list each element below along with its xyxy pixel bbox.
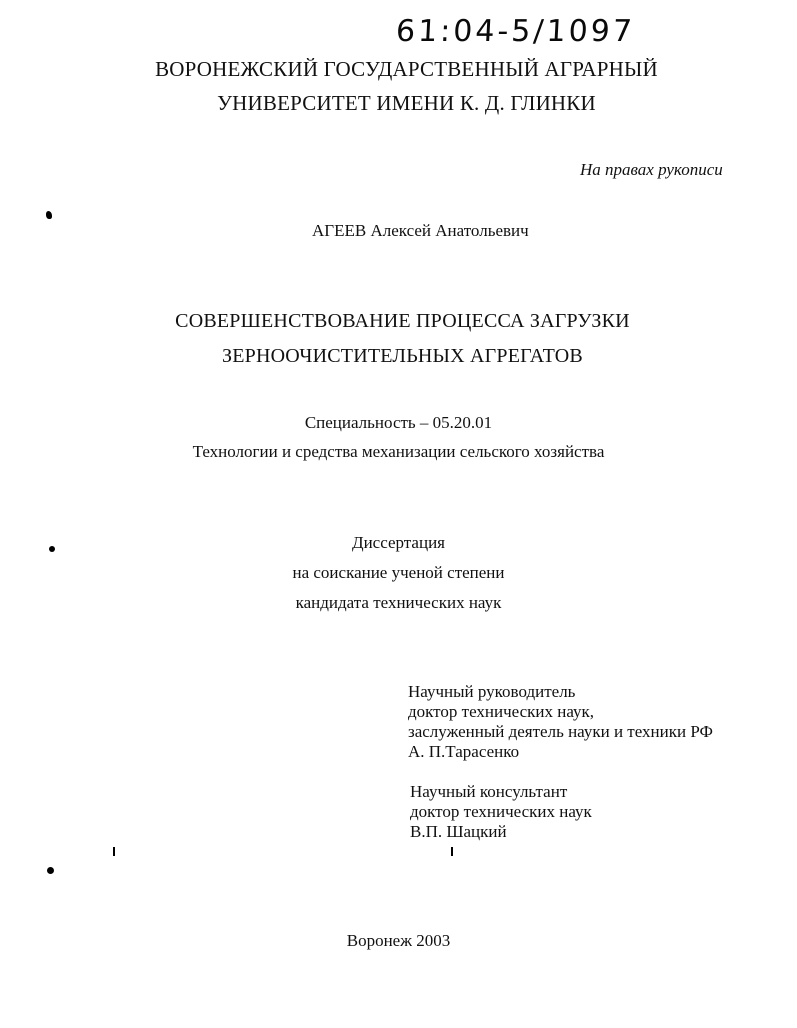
thesis-title-line-1: СОВЕРШЕНСТВОВАНИЕ ПРОЦЕССА ЗАГРУЗКИ (175, 310, 630, 332)
scan-mark-dot (46, 211, 52, 219)
supervisor-name: А. П.Тарасенко (408, 742, 520, 761)
scan-mark-tick (451, 847, 453, 856)
author-name: АГЕЕВ Алексей Анатольевич (312, 221, 529, 240)
handwritten-archive-code: 61:04-5/1097 (395, 14, 636, 49)
specialty-code: Специальность – 05.20.01 (304, 413, 493, 432)
degree-purpose: на соискание ученой степени (292, 563, 505, 582)
university-name-line-2: УНИВЕРСИТЕТ ИМЕНИ К. Д. ГЛИНКИ (217, 91, 596, 115)
specialty-name: Технологии и средства механизации сельского хозяйства (192, 442, 605, 461)
university-name-line-1: ВОРОНЕЖСКИЙ ГОСУДАРСТВЕННЫЙ АГРАРНЫЙ (155, 57, 658, 81)
supervisor-honor: заслуженный деятель науки и техники РФ (408, 722, 713, 741)
consultant-role: Научный консультант (410, 782, 568, 801)
scan-mark-tick (113, 847, 115, 856)
consultant-degree: доктор технических наук (410, 802, 592, 821)
scan-mark-dot (49, 546, 55, 552)
scan-mark-dot (47, 867, 54, 874)
supervisor-role: Научный руководитель (408, 682, 576, 701)
dissertation-label: Диссертация (351, 533, 445, 552)
supervisor-degree: доктор технических наук, (408, 702, 595, 721)
degree-name: кандидата технических наук (295, 593, 502, 612)
manuscript-rights-note: На правах рукописи (580, 160, 723, 179)
place-and-year: Воронеж 2003 (346, 931, 451, 950)
consultant-name: В.П. Шацкий (410, 822, 507, 841)
thesis-title-line-2: ЗЕРНООЧИСТИТЕЛЬНЫХ АГРЕГАТОВ (222, 345, 583, 367)
